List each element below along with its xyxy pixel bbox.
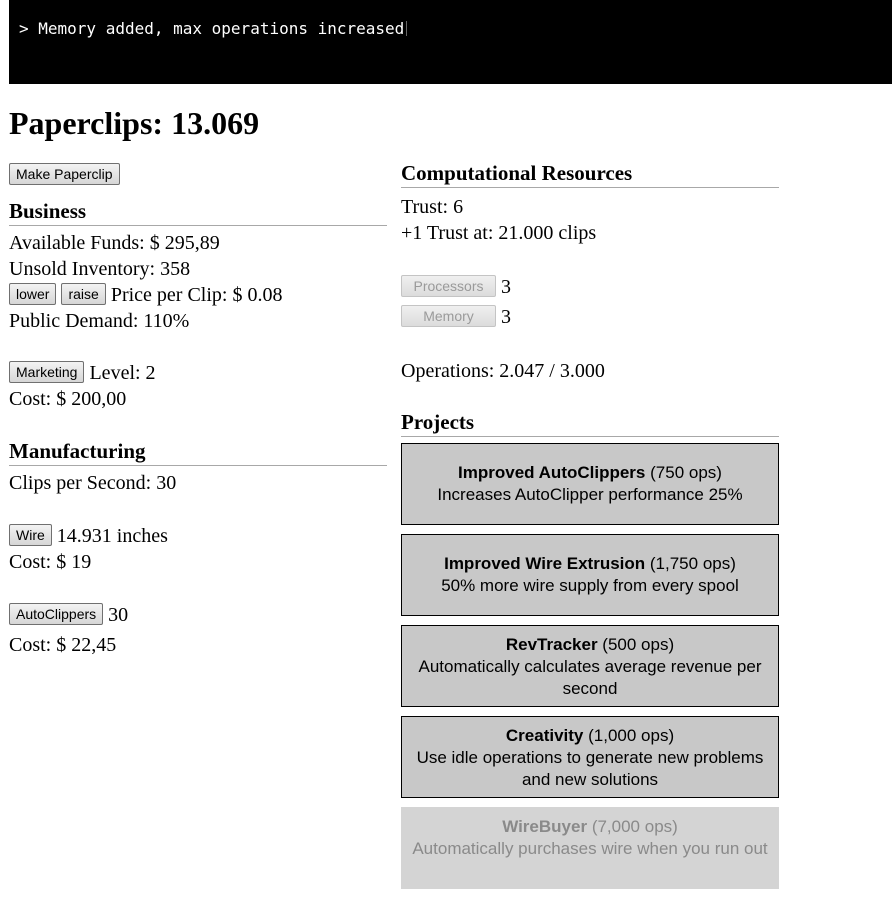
marketing-cost: Cost: $ 200,00 <box>9 388 127 410</box>
project-name: RevTracker <box>505 635 598 654</box>
project-cost: (1,000 ops) <box>588 726 675 745</box>
project-improved-wire-extrusion[interactable] <box>401 534 779 616</box>
project-description: Use idle operations to generate new problems and new solutions <box>416 748 764 789</box>
processors-count: 3 <box>501 276 511 298</box>
project-wirebuyer[interactable] <box>401 807 779 889</box>
computational-section <box>401 160 779 384</box>
project-description: 50% more wire supply from every spool <box>441 576 739 595</box>
wire-cost: Cost: $ 19 <box>9 551 92 573</box>
projects-heading: Projects <box>401 409 779 437</box>
project-description: Increases AutoClipper performance 25% <box>437 485 743 504</box>
project-revtracker[interactable] <box>401 625 779 707</box>
add-memory-button[interactable]: Memory <box>401 305 496 327</box>
memory-row <box>401 304 779 330</box>
project-cost: (500 ops) <box>602 635 675 654</box>
lower-price-button[interactable]: lower <box>9 283 56 305</box>
available-funds: Available Funds: $ 295,89 <box>9 232 220 254</box>
projects-section <box>401 409 779 889</box>
autoclippers-cost: Cost: $ 22,45 <box>9 634 117 656</box>
computational-heading: Computational Resources <box>401 160 779 188</box>
left-column <box>9 160 387 658</box>
project-description: Automatically purchases wire when you run out <box>412 839 768 858</box>
memory-count: 3 <box>501 306 511 328</box>
raise-price-button[interactable]: raise <box>61 283 105 305</box>
console-line-current <box>19 21 847 37</box>
project-creativity[interactable] <box>401 716 779 798</box>
console-cursor <box>406 21 407 36</box>
trust-level: Trust: 6 <box>401 196 464 218</box>
event-console <box>9 0 892 84</box>
right-column <box>401 160 779 898</box>
autoclippers-count: 30 <box>108 604 129 626</box>
marketing-level: Level: 2 <box>89 362 156 384</box>
operations: Operations: 2.047 / 3.000 <box>401 360 605 382</box>
next-trust: +1 Trust at: 21.000 clips <box>401 222 597 244</box>
make-paperclip-button[interactable]: Make Paperclip <box>9 163 120 185</box>
project-name: Improved AutoClippers <box>458 463 646 482</box>
marketing-row <box>9 360 387 386</box>
console-current-text: > Memory added, max operations increased <box>19 19 405 38</box>
price-per-clip: Price per Clip: $ 0.08 <box>110 284 283 306</box>
project-name: Improved Wire Extrusion <box>444 554 646 573</box>
wire-row <box>9 523 387 549</box>
autoclippers-row <box>9 602 387 628</box>
manufacturing-section <box>9 438 387 658</box>
paperclip-count-title: Paperclips: 13.069 <box>9 105 260 141</box>
project-cost: (750 ops) <box>650 463 722 482</box>
project-cost: (7,000 ops) <box>591 817 678 836</box>
project-name: WireBuyer <box>502 817 588 836</box>
clips-per-second: Clips per Second: 30 <box>9 472 177 494</box>
public-demand: Public Demand: 110% <box>9 310 190 332</box>
project-improved-autoclippers[interactable] <box>401 443 779 525</box>
wire-amount: 14.931 inches <box>56 525 168 547</box>
unsold-inventory: Unsold Inventory: 358 <box>9 258 191 280</box>
project-name: Creativity <box>505 726 584 745</box>
manufacturing-heading: Manufacturing <box>9 438 387 466</box>
business-section <box>9 198 387 412</box>
project-description: Automatically calculates average revenue per second <box>418 657 762 698</box>
marketing-button[interactable]: Marketing <box>9 361 84 383</box>
buy-wire-button[interactable]: Wire <box>9 524 52 546</box>
processors-row <box>401 274 779 300</box>
projects-list <box>401 443 779 889</box>
add-processor-button[interactable]: Processors <box>401 275 496 297</box>
project-cost: (1,750 ops) <box>649 554 736 573</box>
business-heading: Business <box>9 198 387 226</box>
buy-autoclipper-button[interactable]: AutoClippers <box>9 603 103 625</box>
price-row <box>9 282 387 308</box>
